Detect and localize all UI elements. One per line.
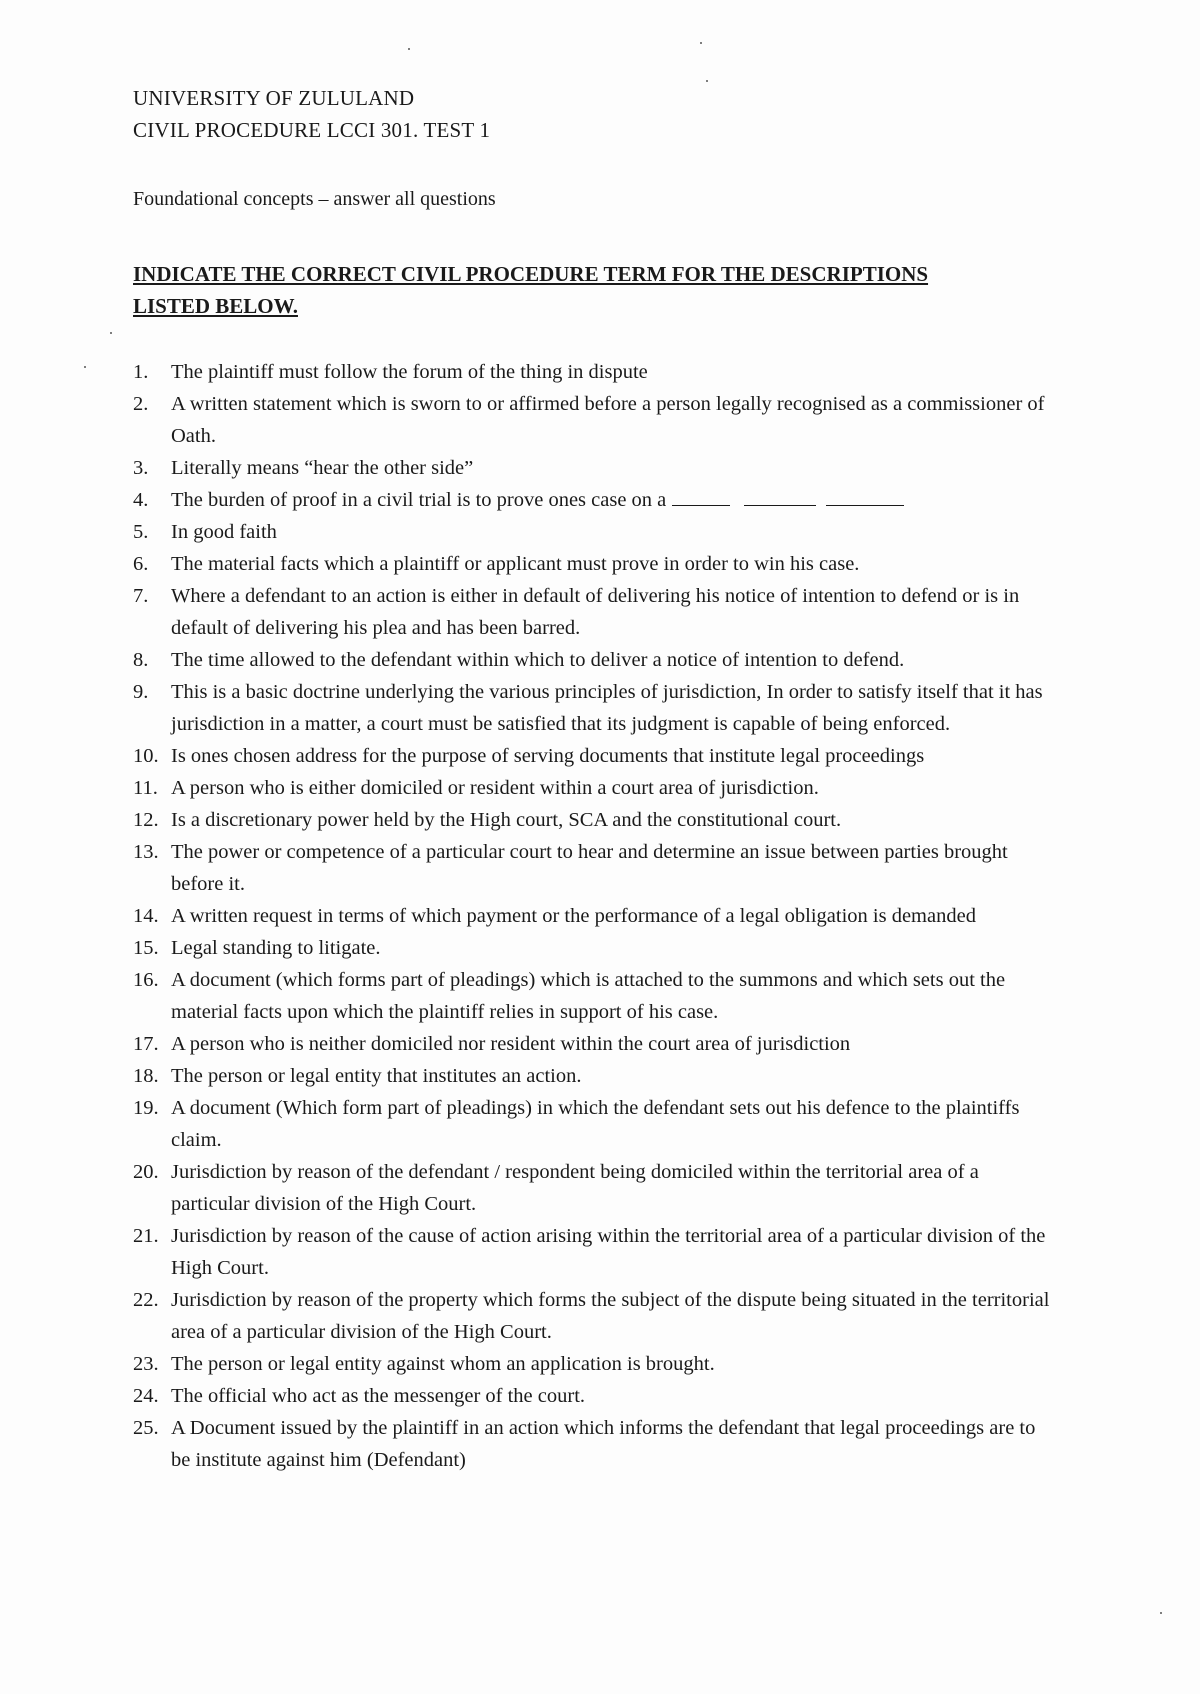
question-text-with-blank [171, 484, 1053, 516]
question-number: 7. [133, 585, 149, 607]
question-text: The person or legal entity that institutes an action. [171, 1065, 582, 1087]
question-text: Literally means “hear the other side” [171, 457, 474, 479]
question-text: The plaintiff must follow the forum of the thing in dispute [171, 361, 648, 383]
question-text: Is ones chosen address for the purpose of serving documents that institute legal proceedings [171, 745, 925, 767]
question-item [133, 1156, 1053, 1220]
question-number: 15. [133, 937, 159, 959]
question-number: 22. [133, 1289, 159, 1311]
scan-speck [84, 366, 86, 368]
exam-subtitle: Foundational concepts – answer all questions [133, 188, 496, 210]
question-text: Jurisdiction by reason of the defendant / respondent being domiciled within the territorial area of a particular division of the High Court. [171, 1161, 979, 1215]
question-list [133, 356, 1053, 1476]
scan-speck [1160, 1612, 1162, 1614]
question-number: 10. [133, 745, 159, 767]
question-text: The time allowed to the defendant within which to deliver a notice of intention to defend. [171, 649, 905, 671]
question-item [133, 676, 1053, 740]
question-number: 4. [133, 489, 149, 511]
question-item [133, 1348, 1053, 1380]
question-number: 3. [133, 457, 149, 479]
question-item [133, 516, 1053, 548]
question-item [133, 1092, 1053, 1156]
question-text: Is a discretionary power held by the High court, SCA and the constitutional court. [171, 809, 842, 831]
scan-speck [408, 48, 410, 50]
question-text: Legal standing to litigate. [171, 937, 381, 959]
question-item [133, 836, 1053, 900]
question-item [133, 1380, 1053, 1412]
question-item [133, 740, 1053, 772]
question-number: 12. [133, 809, 159, 831]
question-number: 19. [133, 1097, 159, 1119]
question-item [133, 772, 1053, 804]
question-item [133, 932, 1053, 964]
question-item [133, 452, 1053, 484]
question-text: This is a basic doctrine underlying the various principles of jurisdiction, In order to satisfy itself that it has jurisdiction in a matter, a court must be satisfied that its judgment is capable of being enforced. [171, 681, 1043, 735]
question-item [133, 1220, 1053, 1284]
question-number: 23. [133, 1353, 159, 1375]
question-text: The official who act as the messenger of the court. [171, 1385, 586, 1407]
exam-header [133, 82, 490, 146]
question-number: 6. [133, 553, 149, 575]
question-text: The burden of proof in a civil trial is to prove ones case on a [171, 489, 667, 511]
question-number: 8. [133, 649, 149, 671]
question-item [133, 484, 1053, 516]
question-number: 1. [133, 361, 149, 383]
question-number: 16. [133, 969, 159, 991]
question-item [133, 964, 1053, 1028]
question-text: The power or competence of a particular court to hear and determine an issue between parties brought before it. [171, 841, 1008, 895]
scan-speck [706, 80, 708, 82]
question-number: 20. [133, 1161, 159, 1183]
question-number: 14. [133, 905, 159, 927]
question-text: A written request in terms of which payment or the performance of a legal obligation is demanded [171, 905, 976, 927]
question-item [133, 1060, 1053, 1092]
question-number: 13. [133, 841, 159, 863]
question-text: A Document issued by the plaintiff in an action which informs the defendant that legal proceedings are to be institute against him (Defendant) [171, 1417, 1036, 1471]
question-text: A person who is either domiciled or resident within a court area of jurisdiction. [171, 777, 819, 799]
question-item [133, 1284, 1053, 1348]
scan-speck [700, 42, 702, 44]
question-text: Jurisdiction by reason of the cause of action arising within the territorial area of a particular division of the High Court. [171, 1225, 1046, 1279]
answer-blank[interactable] [672, 487, 730, 506]
question-number: 21. [133, 1225, 159, 1247]
university-name: UNIVERSITY OF ZULULAND [133, 86, 415, 110]
question-number: 24. [133, 1385, 159, 1407]
question-number: 11. [133, 777, 158, 799]
question-item [133, 900, 1053, 932]
question-item [133, 356, 1053, 388]
question-text: A document (Which form part of pleadings) in which the defendant sets out his defence to the plaintiffs claim. [171, 1097, 1020, 1151]
question-item [133, 1028, 1053, 1060]
question-number: 17. [133, 1033, 159, 1055]
question-text: A document (which forms part of pleadings) which is attached to the summons and which sets out the material facts upon which the plaintiff relies in support of his case. [171, 969, 1006, 1023]
question-item [133, 644, 1053, 676]
question-text: Jurisdiction by reason of the property which forms the subject of the dispute being situated in the territorial area of a particular division of the High Court. [171, 1289, 1050, 1343]
question-text: The person or legal entity against whom an application is brought. [171, 1353, 715, 1375]
question-text: In good faith [171, 521, 277, 543]
question-text: A written statement which is sworn to or affirmed before a person legally recognised as a commissioner of Oath. [171, 393, 1045, 447]
question-number: 9. [133, 681, 149, 703]
question-item [133, 548, 1053, 580]
question-number: 5. [133, 521, 149, 543]
course-title: CIVIL PROCEDURE LCCI 301. TEST 1 [133, 118, 491, 142]
question-text: A person who is neither domiciled nor resident within the court area of jurisdiction [171, 1033, 851, 1055]
question-text: The material facts which a plaintiff or applicant must prove in order to win his case. [171, 553, 860, 575]
answer-blank[interactable] [744, 487, 816, 506]
question-item [133, 580, 1053, 644]
answer-blank[interactable] [826, 487, 904, 506]
question-item [133, 388, 1053, 452]
question-number: 18. [133, 1065, 159, 1087]
question-number: 25. [133, 1417, 159, 1439]
question-item [133, 804, 1053, 836]
question-text: Where a defendant to an action is either in default of delivering his notice of intention to defend or is in default of delivering his plea and has been barred. [171, 585, 1020, 639]
scan-speck [110, 332, 112, 334]
question-item [133, 1412, 1053, 1476]
question-number: 2. [133, 393, 149, 415]
instruction-heading: INDICATE THE CORRECT CIVIL PROCEDURE TERM FOR THE DESCRIPTIONS LISTED BELOW. [133, 262, 929, 318]
